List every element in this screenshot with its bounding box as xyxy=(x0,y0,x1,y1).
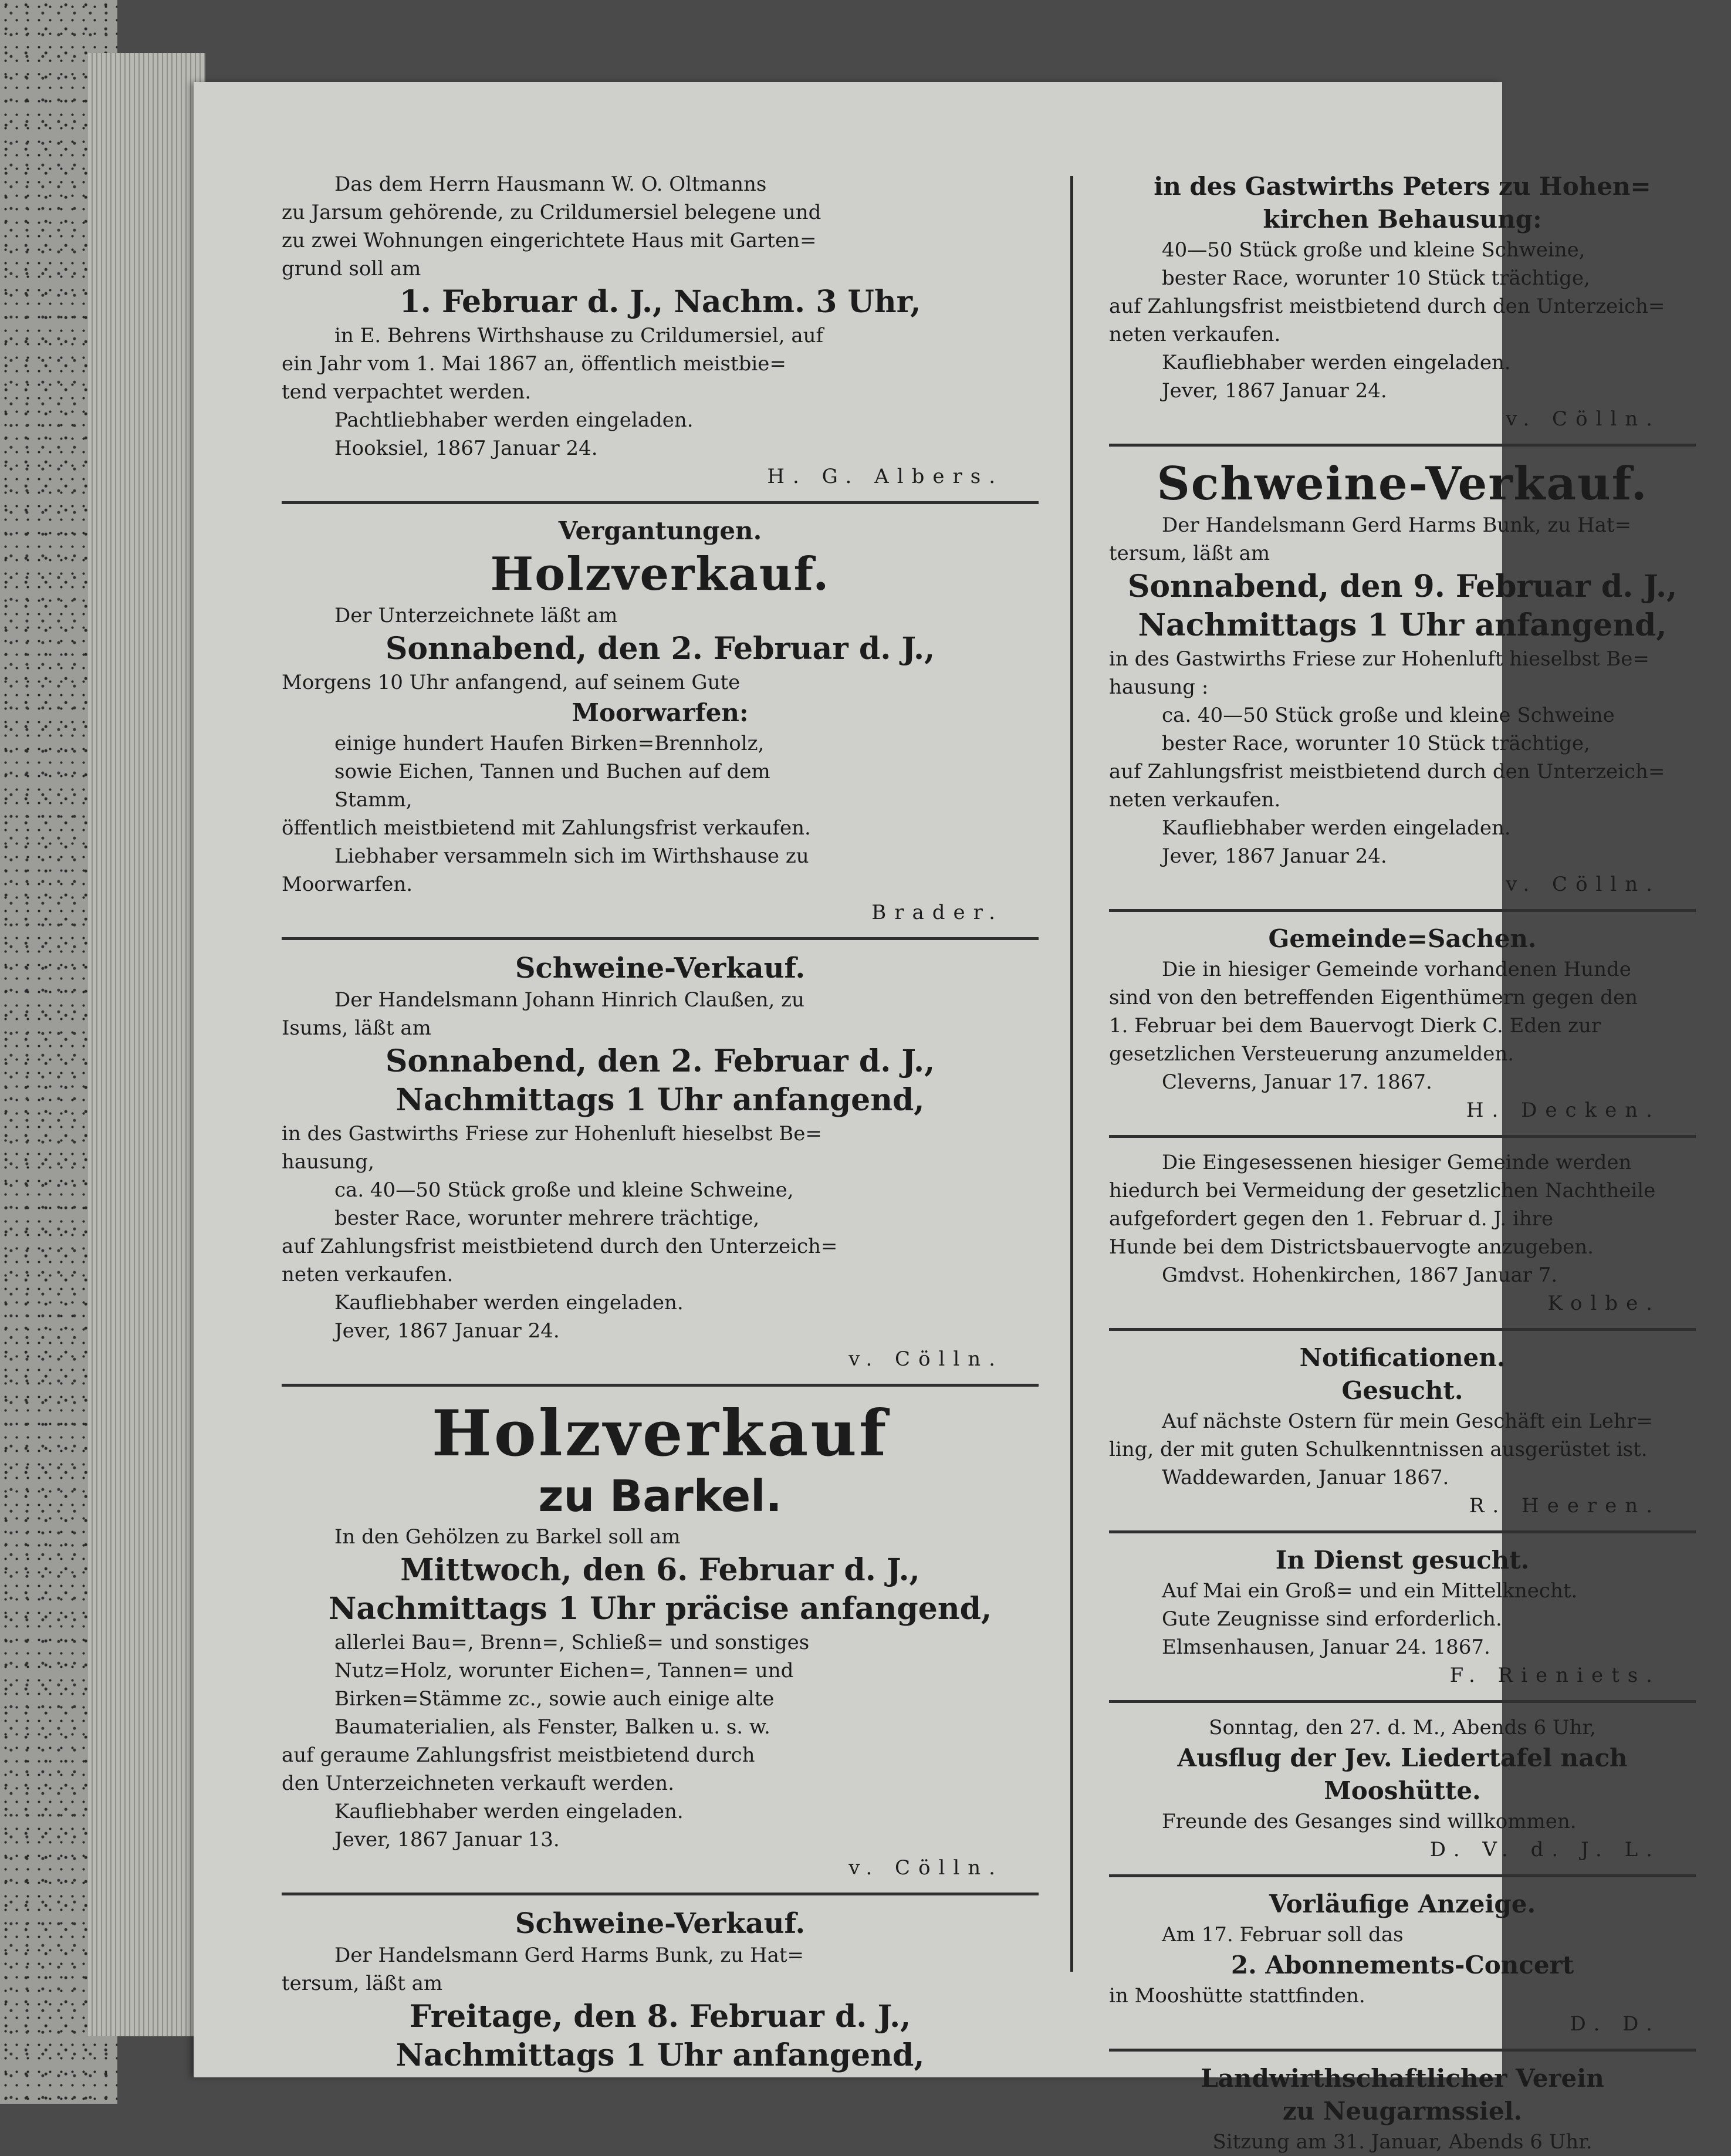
ad-text-line: tersum, läßt am xyxy=(282,1972,443,1995)
ad-separator xyxy=(282,1893,1039,1895)
ad-separator xyxy=(1109,1328,1696,1331)
ad-text-line: Am 17. Februar soll das xyxy=(1162,1923,1404,1947)
ad-text-line: tend verpachtet werden. xyxy=(282,380,532,404)
ad-date: Sonnabend, den 9. Februar d. J., xyxy=(1127,569,1678,604)
ad-text-line: in des Gastwirths Friese zur Hohenluft hieselbst Be= xyxy=(282,1122,822,1145)
ad-date: Sonnabend, den 2. Februar d. J., xyxy=(385,1043,935,1079)
ad-signature: D. D. xyxy=(1570,2012,1661,2036)
ad-date: Mittwoch, den 6. Februar d. J., xyxy=(400,1552,920,1588)
ad-separator xyxy=(1109,2049,1696,2052)
ad-signature: Kolbe. xyxy=(1547,1292,1661,1315)
ad-time: Nachmittags 1 Uhr präcise anfangend, xyxy=(328,1591,992,1627)
ad-place-date: Jever, 1867 Januar 24. xyxy=(334,1319,560,1343)
ad-schweine-verkauf-1 xyxy=(282,951,1039,1373)
ad-text-line: 40—50 Stück große und kleine Schweine, xyxy=(1162,238,1585,262)
ad-schweine-verkauf-3 xyxy=(1109,457,1696,898)
ad-text-line: Die in hiesiger Gemeinde vorhandenen Hunde xyxy=(1162,958,1631,981)
ad-text-line: zu Jarsum gehörende, zu Crildumersiel belegene und xyxy=(282,201,821,224)
ad-text-line: ca. 40—50 Stück große und kleine Schweine, xyxy=(334,1178,794,1202)
ad-schweine-peters xyxy=(1109,170,1696,433)
ad-separator xyxy=(1109,1530,1696,1533)
ad-text-line: in Mooshütte stattfinden. xyxy=(1109,1984,1365,2008)
ad-text-line: Auf nächste Ostern für mein Geschäft ein Lehr= xyxy=(1162,1410,1653,1433)
ad-invite: Pachtliebhaber werden eingeladen. xyxy=(334,408,694,432)
ad-heading-line: kirchen Behausung: xyxy=(1263,205,1542,234)
ad-text-line: Sonntag, den 27. d. M., Abends 6 Uhr, xyxy=(1209,1716,1596,1739)
ad-separator xyxy=(1109,444,1696,447)
ad-hunde-anzeige xyxy=(1109,1148,1696,1317)
ad-text-line: In den Gehölzen zu Barkel soll am xyxy=(334,1525,681,1549)
ad-place-date: Hooksiel, 1867 Januar 24. xyxy=(334,437,598,460)
ad-signature: H. G. Albers. xyxy=(767,465,1003,488)
ad-text-line: ein Jahr vom 1. Mai 1867 an, öffentlich meistbie= xyxy=(282,352,786,376)
ad-text-line: sowie Eichen, Tannen und Buchen auf dem xyxy=(334,760,770,783)
ad-place-date: Jever, 1867 Januar 24. xyxy=(1162,844,1387,868)
ad-date: Sonnabend, den 2. Februar d. J., xyxy=(385,631,935,667)
ad-place-date: Cleverns, Januar 17. 1867. xyxy=(1162,1070,1432,1094)
ad-text-line: gesetzlichen Versteuerung anzumelden. xyxy=(1109,1042,1514,1066)
ad-signature: v. Cölln. xyxy=(1506,407,1661,431)
ad-text-line: Gute Zeugnisse sind erforderlich. xyxy=(1162,1607,1502,1631)
ad-title: In Dienst gesucht. xyxy=(1275,1546,1530,1574)
ad-invite: Kaufliebhaber werden eingeladen. xyxy=(1162,351,1511,374)
ad-time: Nachmittags 1 Uhr anfangend, xyxy=(395,1082,925,1118)
ad-location: Moorwarfen: xyxy=(572,698,749,727)
ad-holzverkauf-moorwarfen xyxy=(282,515,1039,927)
ad-invite: Kaufliebhaber werden eingeladen. xyxy=(334,1800,684,1823)
ad-text-line: Der Unterzeichnete läßt am xyxy=(334,604,618,627)
ad-time: Nachmittags 1 Uhr anfangend, xyxy=(395,2037,925,2073)
ad-text-line: Auf Mai ein Groß= und ein Mittelknecht. xyxy=(1162,1579,1578,1603)
ad-text-line: Freunde des Gesanges sind willkommen. xyxy=(1162,1810,1577,1833)
ad-date: 1. Februar d. J., Nachm. 3 Uhr, xyxy=(399,284,921,320)
ad-heading-line: in des Gastwirths Peters zu Hohen= xyxy=(1154,172,1651,201)
ad-text-line: einige hundert Haufen Birken=Brennholz, xyxy=(334,732,765,755)
left-column xyxy=(282,170,1039,2075)
right-column xyxy=(1109,170,1731,2156)
ad-text-line: Die Eingesessenen hiesiger Gemeinde werden xyxy=(1162,1151,1632,1174)
ad-text-line: in E. Behrens Wirthshause zu Crildumersiel, auf xyxy=(334,324,824,347)
ad-text-line: Birken=Stämme zc., sowie auch einige alte xyxy=(334,1687,775,1711)
ad-place-date: Waddewarden, Januar 1867. xyxy=(1162,1466,1449,1489)
ad-signature: v. Cölln. xyxy=(848,1347,1003,1371)
ad-time: Nachmittags 1 Uhr anfangend, xyxy=(1138,607,1667,643)
ad-place-date: Jever, 1867 Januar 13. xyxy=(334,1828,560,1851)
ad-text-line: Hunde bei dem Districtsbauervogte anzugeben. xyxy=(1109,1235,1594,1259)
ad-date: Freitage, den 8. Februar d. J., xyxy=(409,1999,911,2035)
column-divider xyxy=(1070,176,1073,1972)
page-stack xyxy=(88,53,205,2036)
ad-invite: Kaufliebhaber werden eingeladen. xyxy=(334,1291,684,1314)
ad-text-line: Isums, läßt am xyxy=(282,1016,431,1040)
ad-title: Gesucht. xyxy=(1341,1376,1463,1405)
ad-text-line: neten verkaufen. xyxy=(1109,323,1281,346)
ad-text-line: Der Handelsmann Gerd Harms Bunk, zu Hat= xyxy=(1162,513,1632,537)
ad-title: Mooshütte. xyxy=(1324,1776,1481,1805)
ad-lehrling-gesucht xyxy=(1109,1341,1696,1520)
ad-text-line: Morgens 10 Uhr anfangend, auf seinem Gute xyxy=(282,671,741,694)
ad-text-line: zu zwei Wohnungen eingerichtete Haus mit Garten= xyxy=(282,229,817,252)
ad-place-date: Gmdvst. Hohenkirchen, 1867 Januar 7. xyxy=(1162,1263,1558,1287)
ad-text-line: Der Handelsmann Johann Hinrich Claußen, zu xyxy=(334,988,804,1012)
ad-text-line: tersum, läßt am xyxy=(1109,542,1270,565)
ad-text-line: ling, der mit guten Schulkenntnissen ausgerüstet ist. xyxy=(1109,1438,1648,1461)
ad-separator xyxy=(282,937,1039,940)
ad-text-line: Das dem Herrn Hausmann W. O. Oltmanns xyxy=(334,173,767,196)
ad-liedertafel-ausflug xyxy=(1109,1714,1696,1864)
ad-text-line: bester Race, worunter 10 Stück trächtige, xyxy=(1162,732,1590,755)
ad-event: 2. Abonnements-Concert xyxy=(1230,1951,1574,1979)
ad-title: Vorläufige Anzeige. xyxy=(1269,1890,1536,1918)
ad-text-line: in des Gastwirths Friese zur Hohenluft hieselbst Be= xyxy=(1109,647,1649,671)
ad-concert-anzeige xyxy=(1109,1888,1696,2038)
ad-title: Holzverkauf xyxy=(431,1397,889,1471)
ad-separator xyxy=(282,501,1039,504)
ad-signature: v. Cölln. xyxy=(848,1856,1003,1880)
ad-text-line: bester Race, worunter 10 Stück trächtige, xyxy=(1162,266,1590,290)
ad-holzverkauf-barkel xyxy=(282,1397,1039,1882)
ad-text-line: auf Zahlungsfrist meistbietend durch den Unterzeich= xyxy=(282,1235,838,1258)
ad-text-line: Sitzung am 31. Januar, Abends 6 Uhr. xyxy=(1212,2130,1593,2154)
ad-signature: D. V. d. J. L. xyxy=(1429,1838,1661,1861)
ad-signature: v. Cölln. xyxy=(1506,873,1661,896)
ad-dienst-gesucht xyxy=(1109,1544,1696,1689)
newspaper-page xyxy=(194,82,1678,2154)
ad-title: Schweine-Verkauf. xyxy=(1157,457,1648,511)
ad-signature: F. Rieniets. xyxy=(1449,1664,1661,1687)
ad-signature: R. Heeren. xyxy=(1469,1494,1661,1518)
ad-text-line: sind von den betreffenden Eigenthümern gegen den xyxy=(1109,986,1638,1009)
ad-signature: Brader. xyxy=(871,901,1003,924)
ad-title: zu Neugarmssiel. xyxy=(1282,2097,1523,2125)
ad-text-line: hiedurch bei Vermeidung der gesetzlichen Nachtheile xyxy=(1109,1179,1656,1202)
ad-text-line: auf Zahlungsfrist meistbietend durch den Unterzeich= xyxy=(1109,760,1665,783)
ad-signature: H. Decken. xyxy=(1466,1099,1661,1122)
ad-text-line: Der Handelsmann Gerd Harms Bunk, zu Hat= xyxy=(334,1944,804,1967)
ad-title: Holzverkauf. xyxy=(490,548,830,601)
ad-hausverpachtung xyxy=(282,170,1039,491)
ad-text-line: den Unterzeichneten verkauft werden. xyxy=(282,1772,675,1795)
ad-separator xyxy=(1109,1874,1696,1877)
ad-landwirthschaftlicher-verein xyxy=(1109,2062,1696,2156)
ad-text-line: auf Zahlungsfrist meistbietend durch den Unterzeich= xyxy=(1109,295,1665,318)
ad-text-line: Stamm, xyxy=(334,788,413,812)
ad-text-line: Liebhaber versammeln sich im Wirthshause zu xyxy=(334,844,809,868)
ad-separator xyxy=(282,1384,1039,1387)
ad-text-line: Moorwarfen. xyxy=(282,873,413,896)
ad-text-line: neten verkaufen. xyxy=(1109,788,1281,812)
ad-text-line: bester Race, worunter mehrere trächtige, xyxy=(334,1207,760,1230)
ad-text-line: Nutz=Holz, worunter Eichen=, Tannen= und xyxy=(334,1659,794,1682)
ad-title: Schweine-Verkauf. xyxy=(515,952,806,985)
ad-gemeinde-sachen xyxy=(1109,922,1696,1124)
ad-text-line: öffentlich meistbietend mit Zahlungsfrist verkaufen. xyxy=(282,816,811,840)
ad-text-line: auf geraume Zahlungsfrist meistbietend durch xyxy=(282,1743,755,1767)
ad-separator xyxy=(1109,1135,1696,1138)
ad-text-line: ca. 40—50 Stück große und kleine Schweine xyxy=(1162,704,1615,727)
ad-text-line: hausung : xyxy=(1109,675,1209,699)
ad-text-line: allerlei Bau=, Brenn=, Schließ= und sonstiges xyxy=(334,1631,810,1654)
ad-text-line: grund soll am xyxy=(282,257,421,281)
ad-title: Landwirthschaftlicher Verein xyxy=(1201,2064,1604,2093)
section-heading: Vergantungen. xyxy=(558,516,762,545)
ad-text-line: hausung, xyxy=(282,1150,374,1174)
ad-place-date: Jever, 1867 Januar 24. xyxy=(1162,379,1387,403)
ad-subtitle: zu Barkel. xyxy=(538,1471,782,1522)
ad-separator xyxy=(1109,1700,1696,1703)
ad-invite: Kaufliebhaber werden eingeladen. xyxy=(1162,816,1511,840)
ad-text-line: neten verkaufen. xyxy=(282,1263,454,1286)
ad-separator xyxy=(1109,909,1696,912)
ad-title: Gemeinde=Sachen. xyxy=(1268,924,1537,953)
ad-schweine-verkauf-2 xyxy=(282,1906,1039,2075)
ad-place-date: Elmsenhausen, Januar 24. 1867. xyxy=(1162,1635,1490,1659)
ad-title: Schweine-Verkauf. xyxy=(515,1907,806,1940)
ad-text-line: Baumaterialien, als Fenster, Balken u. s. w. xyxy=(334,1715,770,1739)
ad-text-line: aufgefordert gegen den 1. Februar d. J. ihre xyxy=(1109,1207,1554,1231)
ad-text-line: 1. Februar bei dem Bauervogt Dierk C. Eden zur xyxy=(1109,1014,1601,1038)
ad-title: Ausflug der Jev. Liedertafel nach xyxy=(1177,1743,1628,1772)
section-heading: Notificationen. xyxy=(1299,1343,1506,1372)
